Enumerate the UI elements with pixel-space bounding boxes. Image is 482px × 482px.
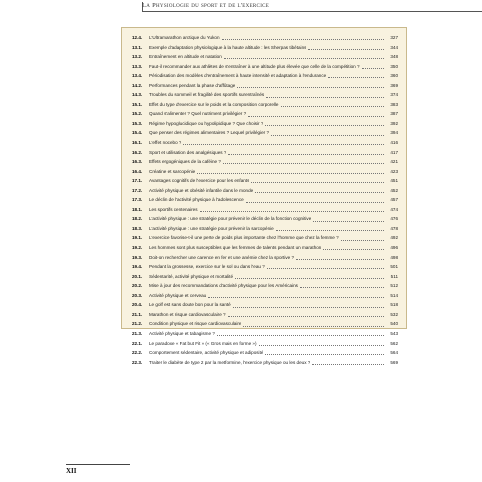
page-number: XII: [66, 467, 77, 475]
toc-entry-title: Sédentarité, activité physique et mortalité: [149, 273, 234, 279]
toc-entry: [132, 109, 398, 119]
toc-entry-page: 476: [390, 216, 398, 222]
toc-entry-title: Performances pendant la phase d'affûtage: [149, 82, 236, 88]
toc-entry-title: Marathon et risque cardiovasculaire ?: [149, 311, 226, 317]
toc-dot-leader: [271, 133, 384, 136]
toc-entry-number: 14.3.: [132, 92, 143, 98]
toc-dot-leader: [183, 142, 384, 145]
toc-entry-number: 13.1.: [132, 44, 143, 50]
toc-entry-title: Créatine et sarcopénie: [149, 168, 196, 174]
toc-entry: [132, 224, 398, 234]
toc-entry-title: Sport et utilisation des analgésiques ?: [149, 149, 227, 155]
toc-entry: [132, 33, 398, 43]
toc-entry-number: 15.2.: [132, 111, 143, 117]
toc-entry-number: 13.4.: [132, 73, 143, 79]
toc-entry: [132, 157, 398, 167]
toc-list: [132, 33, 398, 367]
toc-entry: [132, 167, 398, 177]
toc-entry-title: Traiter le diabète de type 2 par la metformine, l'exercice physique ou les deux ?: [149, 359, 311, 365]
toc-entry: [132, 348, 398, 358]
toc-entry-page: 478: [390, 225, 398, 231]
toc-entry-number: 14.2.: [132, 82, 143, 88]
toc-entry: [132, 214, 398, 224]
toc-entry-page: 417: [390, 149, 398, 155]
toc-entry: [132, 52, 398, 62]
toc-entry: [132, 148, 398, 158]
toc-entry-title: Les hommes sont plus susceptibles que les femmes de talents pendant un marathon: [149, 245, 322, 251]
toc-entry-page: 360: [390, 73, 398, 79]
toc-entry-page: 369: [390, 82, 398, 88]
toc-entry: [132, 339, 398, 349]
toc-entry-page: 474: [390, 206, 398, 212]
toc-entry-number: 15.3.: [132, 120, 143, 126]
toc-entry-page: 532: [390, 311, 398, 317]
toc-entry-title: Effets ergogéniques de la caféine ?: [149, 159, 221, 165]
toc-entry: [132, 243, 398, 253]
header-rule: [142, 11, 482, 12]
toc-entry-page: 327: [390, 35, 398, 40]
toc-entry-title: L'Ultramarathon arctique du Yukon: [149, 35, 220, 40]
toc-entry-title: Effet du type d'exercice sur le poids et la composition corporelle: [149, 101, 279, 107]
toc-dot-leader: [296, 257, 384, 260]
toc-dot-leader: [300, 285, 384, 288]
toc-entry-title: Activité physique et cerveau: [149, 292, 207, 298]
toc-entry-title: Comportement sédentaire, activité physique et adiposité: [149, 350, 264, 356]
toc-entry: [132, 71, 398, 81]
toc-entry: [132, 272, 398, 282]
toc-dot-leader: [323, 247, 384, 250]
toc-entry: [132, 253, 398, 263]
toc-entry-page: 518: [390, 302, 398, 308]
toc-entry: [132, 186, 398, 196]
toc-dot-leader: [235, 276, 384, 279]
toc-entry-number: 13.2.: [132, 54, 143, 60]
toc-dot-leader: [223, 161, 384, 164]
toc-entry-number: 20.2.: [132, 283, 143, 289]
toc-dot-leader: [259, 343, 385, 346]
toc-entry-number: 16.4.: [132, 168, 143, 174]
toc-entry: [132, 233, 398, 243]
toc-entry-number: 15.4.: [132, 130, 143, 136]
toc-entry: [132, 358, 398, 368]
toc-entry-page: 383: [390, 101, 398, 107]
toc-entry-title: Condition physique et risque cardiovasculaire: [149, 321, 242, 327]
toc-entry-page: 374: [390, 92, 398, 98]
toc-entry-number: 17.3.: [132, 197, 143, 203]
toc-dot-leader: [243, 324, 384, 327]
toc-entry: [132, 310, 398, 320]
toc-entry-number: 22.3.: [132, 359, 143, 365]
toc-entry: [132, 195, 398, 205]
toc-entry-number: 20.3.: [132, 292, 143, 298]
toc-dot-leader: [224, 56, 384, 59]
toc-dot-leader: [328, 75, 384, 78]
toc-entry-title: Entraînement en altitude et natation: [149, 54, 222, 60]
toc-entry-page: 543: [390, 330, 398, 336]
toc-entry-number: 12.4.: [132, 35, 143, 40]
toc-entry-page: 451: [390, 178, 398, 184]
toc-entry-page: 512: [390, 283, 398, 289]
toc-entry-number: 19.1.: [132, 235, 143, 241]
toc-entry: [132, 90, 398, 100]
toc-entry-number: 19.2.: [132, 245, 143, 251]
toc-entry-number: 18.3.: [132, 225, 143, 231]
table-of-contents-box: [121, 27, 407, 365]
toc-entry-title: Périodisation des modèles d'entraînement à haute intensité et adaptation à l'endurance: [149, 73, 327, 79]
toc-dot-leader: [228, 152, 384, 155]
toc-entry-page: 514: [390, 292, 398, 298]
toc-entry-page: 344: [390, 44, 398, 50]
toc-entry-title: Les sportifs centenaires: [149, 206, 198, 212]
toc-entry-title: L'exercice favorise-t-il une perte de poids plus importante chez l'homme que chez la femme ?: [149, 235, 339, 241]
toc-entry-page: 423: [390, 168, 398, 174]
toc-entry-page: 452: [390, 187, 398, 193]
toc-entry-page: 421: [390, 159, 398, 165]
toc-entry-title: Troubles du sommeil et fragilité des sportifs surentraînés: [149, 92, 265, 98]
toc-entry: [132, 176, 398, 186]
toc-entry-title: Faut-il recommander aux athlètes de s'entraîner à une altitude plus élevée que celle de la compétition ?: [149, 63, 360, 69]
toc-entry-number: 20.4.: [132, 302, 143, 308]
toc-dot-leader: [265, 352, 384, 355]
toc-entry-title: Le golf est sans doute bon pour la santé: [149, 302, 231, 308]
toc-entry-title: Le déclin de l'activité physique à l'adolescence: [149, 197, 244, 203]
toc-dot-leader: [197, 171, 384, 174]
toc-entry-page: 457: [390, 197, 398, 203]
toc-dot-leader: [265, 123, 384, 126]
toc-entry-number: 21.2.: [132, 321, 143, 327]
toc-dot-leader: [233, 305, 384, 308]
toc-entry-page: 387: [390, 111, 398, 117]
toc-entry: [132, 281, 398, 291]
toc-dot-leader: [228, 314, 384, 317]
toc-entry: [132, 100, 398, 110]
toc-entry-page: 394: [390, 130, 398, 136]
toc-entry-number: 17.1.: [132, 178, 143, 184]
toc-entry: [132, 128, 398, 138]
toc-entry-title: L'activité physique : une stratégie pour prévenir la sarcopénie: [149, 225, 274, 231]
toc-dot-leader: [208, 295, 384, 298]
toc-entry-title: Pendant la grossesse, exercice sur le sol ou dans l'eau ?: [149, 264, 265, 270]
toc-dot-leader: [246, 200, 384, 203]
toc-entry-page: 540: [390, 321, 398, 327]
toc-entry-title: Exemple d'adaptation physiologique à la haute altitude : les Sherpas tibétains: [149, 44, 307, 50]
toc-entry-number: 17.2.: [132, 187, 143, 193]
toc-entry-page: 501: [390, 264, 398, 270]
toc-entry-title: L'activité physique : une stratégie pour prévenir le déclin de la fonction cognitive: [149, 216, 312, 222]
toc-dot-leader: [313, 219, 384, 222]
toc-entry-title: Avantages cognitifs de l'exercice pour les enfants: [149, 178, 250, 184]
toc-entry: [132, 291, 398, 301]
footer-rule: [66, 464, 130, 465]
toc-entry-page: 416: [390, 140, 398, 146]
toc-dot-leader: [248, 114, 384, 117]
toc-entry-page: 569: [390, 359, 398, 365]
toc-entry-number: 22.2.: [132, 350, 143, 356]
toc-dot-leader: [217, 333, 384, 336]
toc-entry-number: 16.3.: [132, 159, 143, 165]
toc-entry: [132, 138, 398, 148]
toc-entry-page: 562: [390, 340, 398, 346]
toc-entry-number: 20.1.: [132, 273, 143, 279]
toc-entry-page: 511: [390, 273, 398, 279]
toc-dot-leader: [362, 66, 384, 69]
toc-entry-number: 22.1.: [132, 340, 143, 346]
toc-entry-title: Régime hypoglucidique ou hypolipidique ? Que choisir ?: [149, 120, 264, 126]
toc-dot-leader: [200, 209, 384, 212]
toc-dot-leader: [341, 238, 384, 241]
toc-entry-page: 392: [390, 120, 398, 126]
toc-entry-title: Activité physique et tabagisme ?: [149, 330, 215, 336]
toc-entry: [132, 62, 398, 72]
toc-entry-number: 18.2.: [132, 216, 143, 222]
toc-entry-number: 21.3.: [132, 330, 143, 336]
toc-entry-page: 496: [390, 245, 398, 251]
toc-entry-title: L'effet nocebo ?: [149, 140, 182, 146]
toc-dot-leader: [267, 266, 384, 269]
toc-entry-title: Activité physique et obésité infantile dans le monde: [149, 187, 254, 193]
toc-entry-page: 492: [390, 235, 398, 241]
toc-entry: [132, 319, 398, 329]
toc-entry-title: Mise à jour des recommandations d'activité physique pour les Américains: [149, 283, 298, 289]
toc-entry-title: Quand s'alimenter ? Quel nutriment privilégier ?: [149, 111, 247, 117]
toc-entry: [132, 119, 398, 129]
toc-entry-page: 348: [390, 54, 398, 60]
toc-entry: [132, 81, 398, 91]
toc-entry-number: 19.3.: [132, 254, 143, 260]
toc-entry: [132, 300, 398, 310]
toc-entry-number: 21.1.: [132, 311, 143, 317]
toc-entry: [132, 205, 398, 215]
toc-dot-leader: [237, 85, 384, 88]
toc-entry-title: Que penser des régimes alimentaires ? Lequel privilégier ?: [149, 130, 270, 136]
toc-entry-number: 16.2.: [132, 149, 143, 155]
toc-entry: [132, 262, 398, 272]
toc-entry-number: 18.1.: [132, 206, 143, 212]
toc-entry-page: 564: [390, 350, 398, 356]
toc-entry-page: 498: [390, 254, 398, 260]
toc-dot-leader: [308, 47, 384, 50]
toc-entry-number: 16.1.: [132, 140, 143, 146]
toc-entry-number: 19.4.: [132, 264, 143, 270]
toc-entry-title: Le paradoxe « Fat but Fit » (« Gros mais en forme »): [149, 340, 257, 346]
toc-entry-number: 15.1.: [132, 101, 143, 107]
toc-entry-number: 13.3.: [132, 63, 143, 69]
toc-entry-page: 350: [390, 63, 398, 69]
toc-dot-leader: [222, 37, 384, 40]
running-header: La Physiologie du sport et de l'exercice: [142, 2, 270, 9]
toc-dot-leader: [266, 95, 384, 98]
toc-entry: [132, 329, 398, 339]
toc-entry-title: Doit-on rechercher une carence en fer et une anémie chez la sportive ?: [149, 254, 295, 260]
toc-dot-leader: [312, 362, 384, 365]
toc-dot-leader: [255, 190, 384, 193]
toc-entry: [132, 43, 398, 53]
toc-dot-leader: [251, 180, 384, 183]
toc-dot-leader: [281, 104, 385, 107]
toc-dot-leader: [276, 228, 384, 231]
